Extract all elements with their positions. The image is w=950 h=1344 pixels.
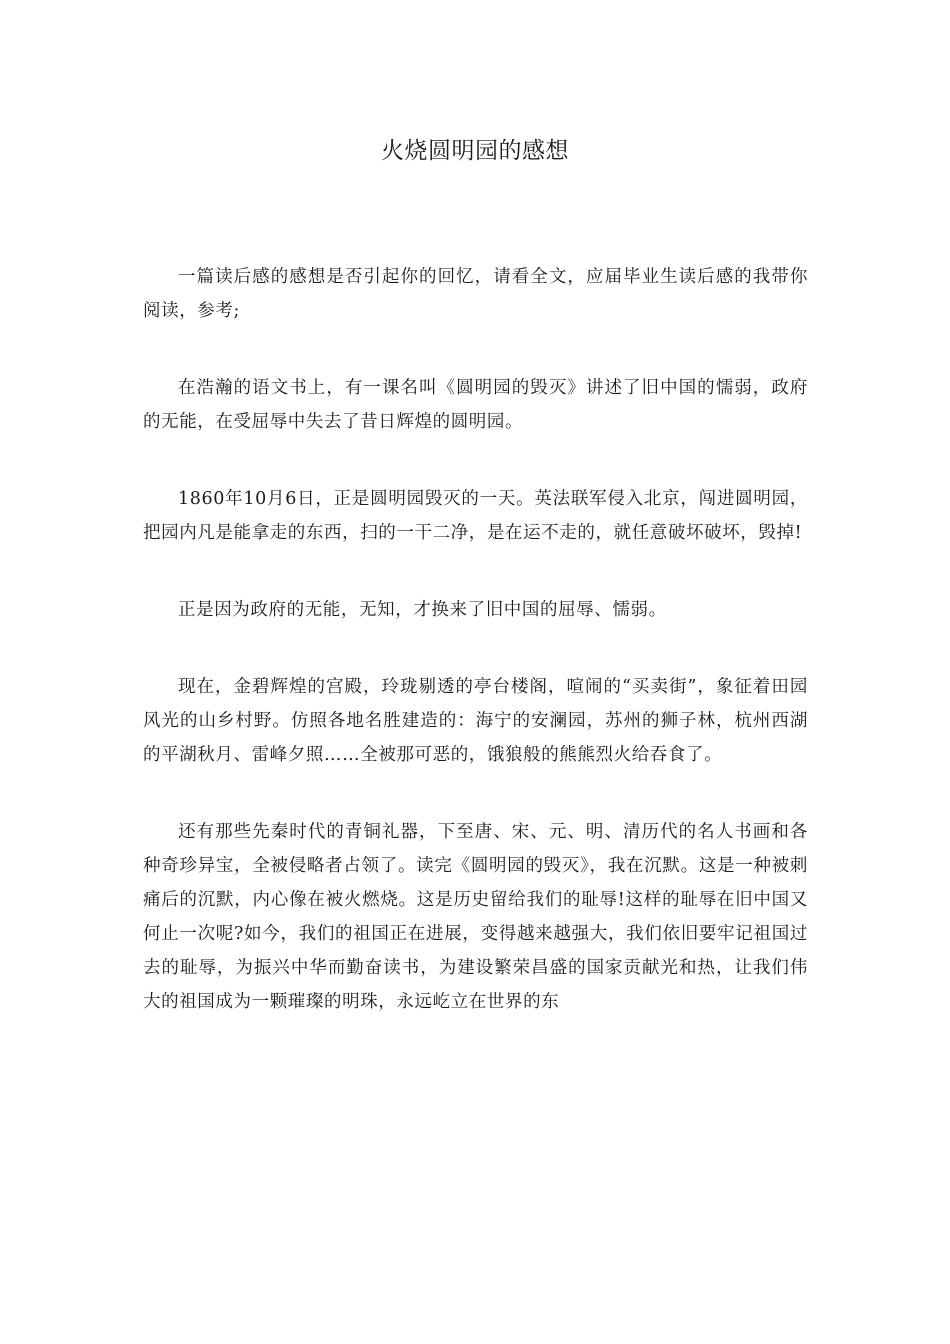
document-body <box>143 260 808 1062</box>
document-title: 火烧圆明园的感想 <box>381 138 569 164</box>
paragraph-3: 1860年10月6日，正是圆明园毁灭的一天。英法联军侵入北京，闯进圆明园，把园内凡是能拿走的东西，扫的一干二净，是在运不走的，就任意破坏破坏，毁掉! <box>143 489 808 543</box>
paragraph-2: 在浩瀚的语文书上，有一课名叫《圆明园的毁灭》讲述了旧中国的懦弱，政府的无能，在受屈辱中失去了昔日辉煌的圆明园。 <box>143 378 808 432</box>
paragraph-6: 还有那些先秦时代的青铜礼器，下至唐、宋、元、明、清历代的名人书画和各种奇珍异宝，全被侵略者占领了。读完《圆明园的毁灭》，我在沉默。这是一种被刺痛后的沉默，内心像在被火燃烧。这是历史留给我们的耻辱!这样的耻辱在旧中国又何止一次呢?如今，我们的祖国正在进展，变得越来越强大，我们依旧要牢记祖国过去的耻辱，为振兴中华而勤奋读书，为建设繁荣昌盛的国家贡献光和热，让我们伟大的祖国成为一颗璀璨的明珠，永远屹立在世界的东 <box>143 822 808 1012</box>
paragraph-1: 一篇读后感的感想是否引起你的回忆，请看全文，应届毕业生读后感的我带你阅读，参考; <box>143 267 808 321</box>
paragraph-5: 现在，金碧辉煌的宫殿，玲珑剔透的亭台楼阁，喧闹的“买卖街”，象征着田园风光的山乡村野。仿照各地名胜建造的：海宁的安澜园，苏州的狮子林，杭州西湖的平湖秋月、雷峰夕照……全被那可恶的，饿狼般的熊熊烈火给吞食了。 <box>143 677 808 765</box>
paragraph-4: 正是因为政府的无能，无知，才换来了旧中国的屈辱、懦弱。 <box>178 600 667 620</box>
